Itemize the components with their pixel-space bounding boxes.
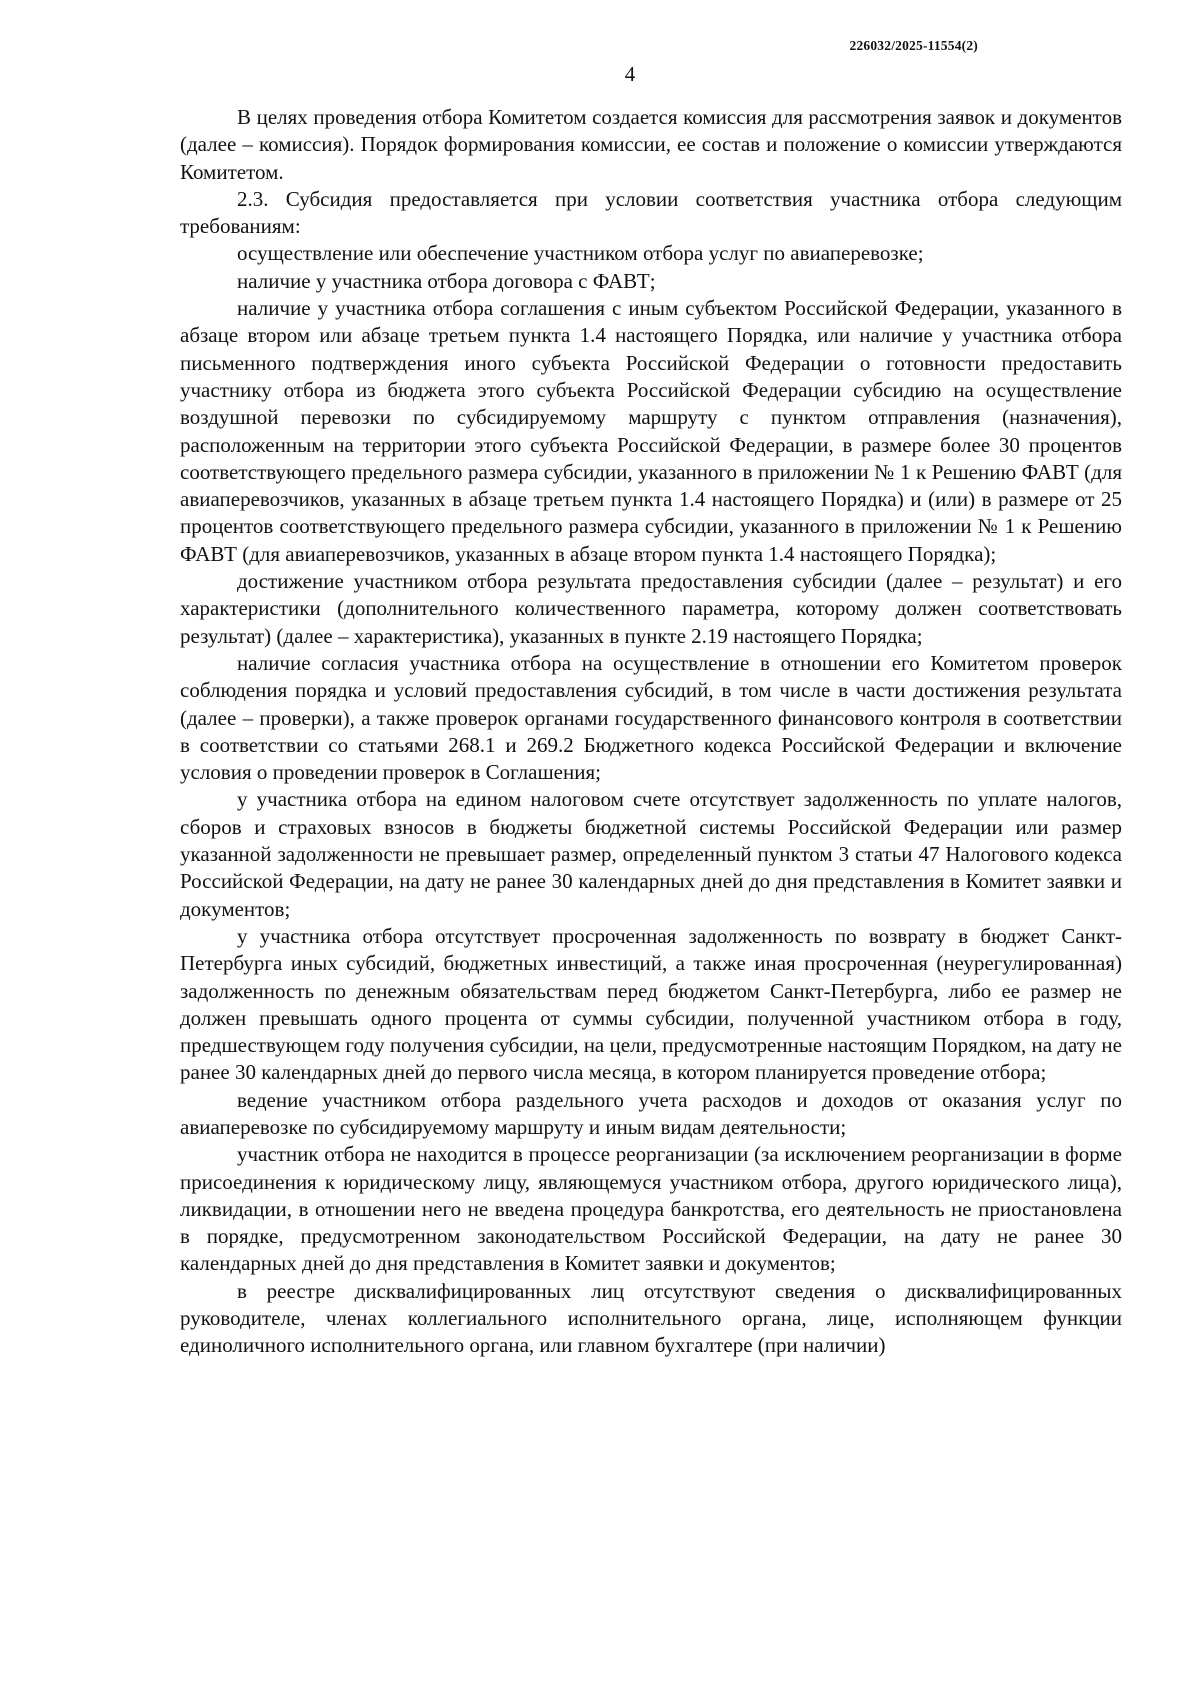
document-registration-number: 226032/2025-11554(2) xyxy=(849,38,978,53)
page-number: 4 xyxy=(624,62,636,86)
paragraph-result-achievement: достижение участником отбора результата предоставления субсидии (далее – результат) и его характеристики (дополнительного количественного параметра, которому должен соответствовать результат) (далее – характеристика), указанных в пункте 2.19 настоящего Порядка; xyxy=(180,569,1122,648)
paragraph-air-transport-services: осуществление или обеспечение участником отбора услуг по авиаперевозке; xyxy=(237,241,924,266)
paragraph-regional-agreement: наличие у участника отбора соглашения с иным субъектом Российской Федерации, указанного в абзаце втором или абзаце третьем пункта 1.4 настоящего Порядка, или наличие у участника отбора письменного подтверждения иного субъекта Российской Федерации о готовности предоставить участнику отбора из бюджета этого субъекта Российской Федерации субсидию на осуществление воздушной перевозки по субсидируемому маршруту с пунктом отправления (назначения), расположенным на территории этого субъекта Российской Федерации, в размере более 30 процентов соответствующего предельного размера субсидии, указанного в приложении № 1 к Решению ФАВТ (для авиаперевозчиков, указанных в абзаце третьем пункта 1.4 настоящего Порядка) и (или) в размере от 25 процентов соответствующего предельного размера субсидии, указанного в приложении № 1 к Решению ФАВТ (для авиаперевозчиков, указанных в абзаце втором пункта 1.4 настоящего Порядка); xyxy=(180,296,1122,566)
paragraph-2-3-conditions: 2.3. Субсидия предоставляется при условии соответствия участника отбора следующим требованиям: xyxy=(180,186,1122,239)
document-body xyxy=(180,104,1122,1360)
paragraph-inspection-consent: наличие согласия участника отбора на осуществление в отношении его Комитетом проверок соблюдения порядка и условий предоставления субсидий, в том числе в части достижения результата (далее – проверки), а также проверок органами государственного финансового контроля в соответствии в соответствии со статьями 268.1 и 269.2 Бюджетного кодекса Российской Федерации и включение условия о проведении проверок в Соглашения; xyxy=(180,650,1122,785)
paragraph-disqualified-persons: в реестре дисквалифицированных лиц отсутствуют сведения о дисквалифицированных руководителе, членах коллегиального исполнительного органа, лице, исполняющем функции единоличного исполнительного органа, или главном бухгалтере (при наличии) xyxy=(180,1278,1122,1358)
paragraph-budget-debt: у участника отбора отсутствует просроченная задолженность по возврату в бюджет Санкт-Петербурга иных субсидий, бюджетных инвестиций, а также иная просроченная (неурегулированная) задолженность по денежным обязательствам перед бюджетом Санкт-Петербурга, либо ее размер не должен превышать одного процента от суммы субсидии, полученной участником отбора в году, предшествующем году получения субсидии, на цели, предусмотренные настоящим Порядком, на дату не ранее 30 календарных дней до первого числа месяца, в котором планируется проведение отбора; xyxy=(180,923,1122,1085)
paragraph-tax-debt: у участника отбора на едином налоговом счете отсутствует задолженность по уплате налогов, сборов и страховых взносов в бюджеты бюджетной системы Российской Федерации или размер указанной задолженности не превышает размер, определенный пунктом 3 статьи 47 Налогового кодекса Российской Федерации, на дату не ранее 30 календарных дней до дня представления в Комитет заявки и документов; xyxy=(180,787,1122,921)
paragraph-favt-contract: наличие у участника отбора договора с ФАВТ; xyxy=(237,268,656,293)
paragraph-no-reorganization: участник отбора не находится в процессе реорганизации (за исключением реорганизации в форме присоединения к юридическому лицу, являющемуся участником отбора, другого юридического лица), ликвидации, в отношении него не введена процедура банкротства, его деятельность не приостановлена в порядке, предусмотренном законодательством Российской Федерации, на дату не ранее 30 календарных дней до дня представления в Комитет заявки и документов; xyxy=(180,1142,1122,1276)
paragraph-separate-accounting: ведение участником отбора раздельного учета расходов и доходов от оказания услуг по авиаперевозке по субсидируемому маршруту и иным видам деятельности; xyxy=(180,1087,1122,1139)
paragraph-commission: В целях проведения отбора Комитетом создается комиссия для рассмотрения заявок и документов (далее – комиссия). Порядок формирования комиссии, ее состав и положение о комиссии утверждаются Комитетом. xyxy=(180,105,1122,184)
